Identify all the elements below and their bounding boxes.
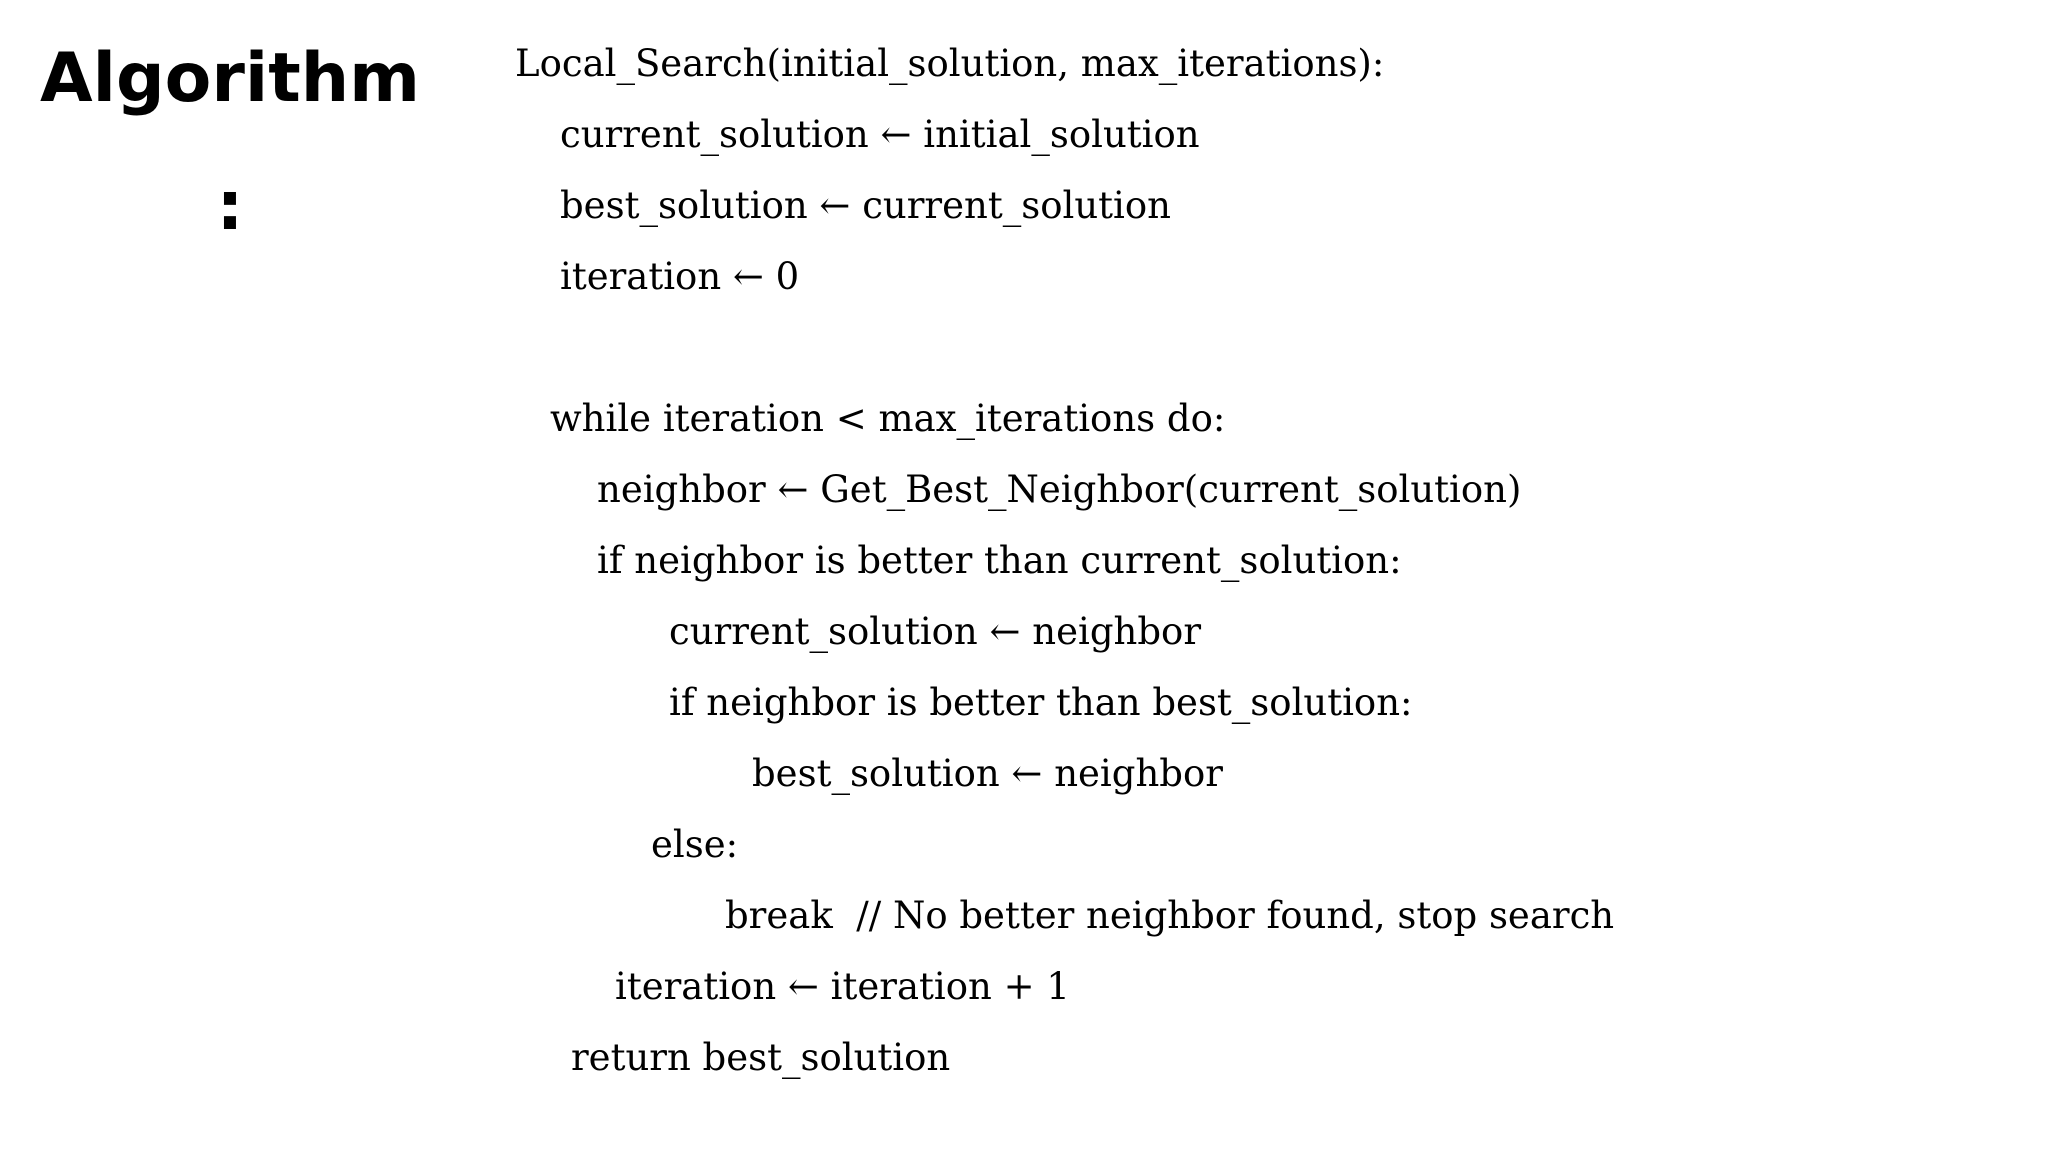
code-line-init-best: best_solution ← current_solution (560, 184, 1171, 227)
code-line-return: return best_solution (571, 1036, 951, 1079)
code-line-while: while iteration < max_iterations do: (550, 397, 1226, 440)
code-line-function-signature: Local_Search(initial_solution, max_iterations): (515, 42, 1385, 85)
code-line-init-iteration: iteration ← 0 (560, 255, 800, 298)
code-line-update-best: best_solution ← neighbor (752, 752, 1223, 795)
code-line-if-better-current: if neighbor is better than current_solution: (597, 539, 1402, 582)
code-line-break: break // No better neighbor found, stop search (725, 894, 1615, 937)
code-line-if-better-best: if neighbor is better than best_solution: (669, 681, 1413, 724)
slide-title-colon: : (216, 167, 244, 246)
slide-title: Algorithm (40, 39, 420, 118)
code-line-else: else: (651, 823, 739, 866)
code-line-get-neighbor: neighbor ← Get_Best_Neighbor(current_solution) (597, 468, 1522, 511)
code-line-init-current: current_solution ← initial_solution (560, 113, 1200, 156)
code-line-increment: iteration ← iteration + 1 (615, 965, 1070, 1008)
code-line-update-current: current_solution ← neighbor (669, 610, 1202, 653)
